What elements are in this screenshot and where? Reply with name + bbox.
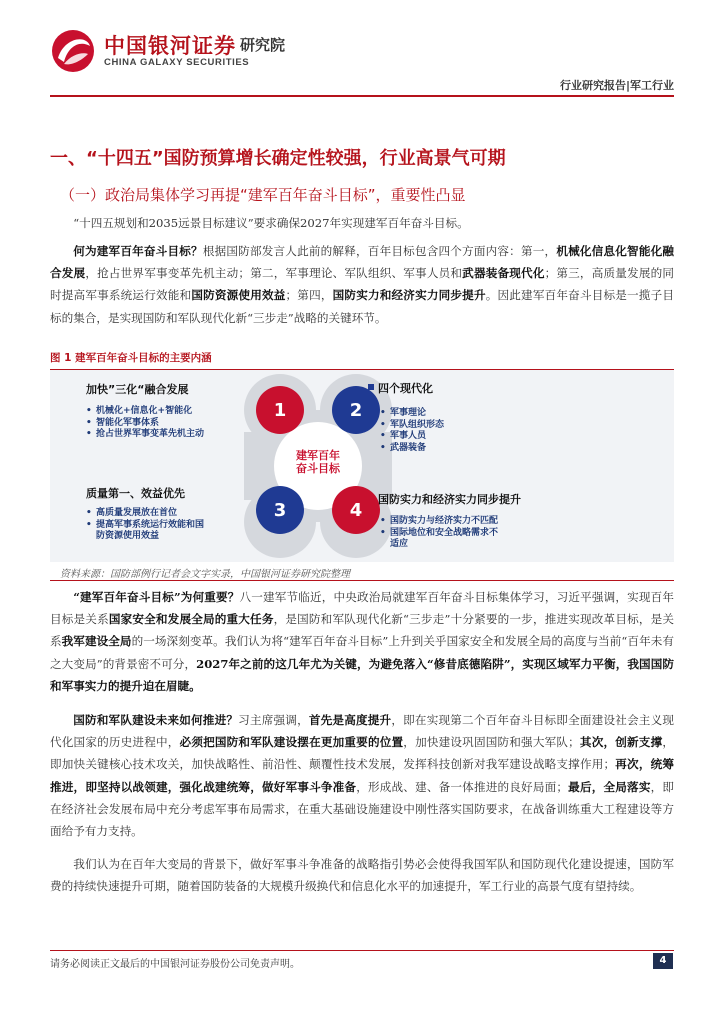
list-item: • 提高军事系统运行效能和国防资源使用效益: [86, 520, 206, 543]
q3-title: 质量第一、效益优先: [86, 487, 185, 500]
list-item: • 武器装备: [380, 443, 540, 455]
circle-4: 4: [332, 486, 380, 534]
footer-disclaimer: 请务必阅读正文最后的中国银河证券股份公司免责声明。: [50, 959, 300, 970]
para1-question: 何为建军百年奋斗目标？: [73, 244, 203, 258]
logo-cn-text: 中国银河证券: [104, 34, 236, 58]
figure-caption: 图 1 建军百年奋斗目标的主要内涵: [50, 352, 212, 364]
list-item: • 机械化+信息化+智能化: [86, 406, 204, 418]
paragraph-4: 我们认为在百年大变局的背景下，做好军事斗争准备的战略指引势必会使得我国军队和国防现代化建设提速，国防军费的持续快速提升可期，随着国防装备的大规模升级换代和信息化水平的加速提升，军工行业的高景气度有望持续。: [50, 857, 674, 894]
list-item: • 抢占世界军事变革先机主动: [86, 429, 204, 441]
q3-list: [86, 508, 206, 543]
list-item: • 国际地位和安全战略需求不适应: [380, 528, 500, 551]
q4-marker: [368, 496, 374, 502]
list-item: • 国防实力与经济实力不匹配: [380, 516, 500, 528]
intro-paragraph: “十四五规划和2035远景目标建议”要求确保2027年实现建军百年奋斗目标。: [73, 216, 469, 230]
q4-title: 国防实力和经济实力同步提升: [378, 493, 521, 506]
list-item: • 高质量发展放在首位: [86, 508, 206, 520]
page-number: 4: [653, 953, 673, 969]
q2-list: [380, 408, 540, 454]
section-title: 一、“十四五”国防预算增长确定性较强，行业高景气可期: [50, 148, 506, 169]
logo-en-text: CHINA GALAXY SECURITIES: [104, 57, 250, 68]
list-item: • 军队组织形态: [380, 420, 540, 432]
figure-source: 资料来源：国防部例行记者会文字实录，中国银河证券研究院整理: [60, 569, 350, 580]
q1-title: 加快”三化“融合发展: [86, 383, 189, 396]
figure-divider: [50, 580, 674, 581]
hub-center-label: 建军百年 奋斗目标: [296, 449, 340, 475]
institute-label: 研究院: [240, 36, 286, 54]
paragraph-1: 何为建军百年奋斗目标？根据国防部发言人此前的解释，百年目标包含四个方面内容：第一，机械化信息化智能化融合发展，抢占世界军事变革先机主动；第二，军事理论、军队组织、军事人员和武器装备现代化；第三，高质量发展的同时提高军事系统运行效能和国防资源使用效益；第四，国防实力和经济实力同步提升。因此建军百年奋斗目标是一揽子目标的集合，是实现国防和军队现代化新“三步走”战略的关键环节。: [50, 244, 674, 325]
subsection-title: （一）政治局集体学习再提“建军百年奋斗目标”，重要性凸显: [60, 186, 466, 204]
q2-title: 四个现代化: [378, 382, 433, 395]
list-item: • 智能化军事体系: [86, 418, 204, 430]
list-item: • 军事人员: [380, 431, 540, 443]
footer-divider: [50, 950, 674, 951]
list-item: • 军事理论: [380, 408, 540, 420]
circle-3: 3: [256, 486, 304, 534]
q2-marker: [368, 384, 374, 390]
q1-list: [86, 406, 204, 441]
paragraph-3: 国防和军队建设未来如何推进？习主席强调，首先是高度提升，即在实现第二个百年奋斗目标即全面建设社会主义现代化国家的历史进程中，必须把国防和军队建设摆在更加重要的位置，加快建设巩固国防和强大军队；其次，创新支撑，即加快关键核心技术攻关，加快战略性、前沿性、颠覆性技术发展，发挥科技创新对我军建设战略支撑作用；再次，统筹推进，即坚持以战领建，强化战建统筹，做好军事斗争准备，形成战、建、备一体推进的良好局面；最后，全局落实，即在经济社会发展布局中充分考虑军事布局需求，在重大基础设施建设中刚性落实国防要求，在战备训练重大工程建设等方面给予有力支持。: [50, 713, 674, 839]
figure-panel: [50, 369, 674, 562]
logo-icon: [50, 28, 96, 74]
q4-list: [380, 516, 500, 551]
paragraph-2: “建军百年奋斗目标”为何重要？八一建军节临近，中央政治局就建军百年奋斗目标集体学习，习近平强调，实现百年目标是关系国家安全和发展全局的重大任务，是国防和军队现代化新“三步走”十分紧要的一步，推进实现改革目标，是关系我军建设全局的一场深刻变革。我们认为将“建军百年奋斗目标”上升到关乎国家安全和发展全局的高度与当前“百年未有之大变局”的背景密不可分，2027年之前的这几年尤为关键，为避免落入“修昔底德陷阱”，实现区域军力平衡，我国国防和军事实力的提升迫在眉睫。: [50, 590, 675, 693]
circle-2: 2: [332, 386, 380, 434]
report-type: 行业研究报告|军工行业: [559, 79, 674, 92]
circle-1: 1: [256, 386, 304, 434]
header-divider: [50, 95, 674, 97]
